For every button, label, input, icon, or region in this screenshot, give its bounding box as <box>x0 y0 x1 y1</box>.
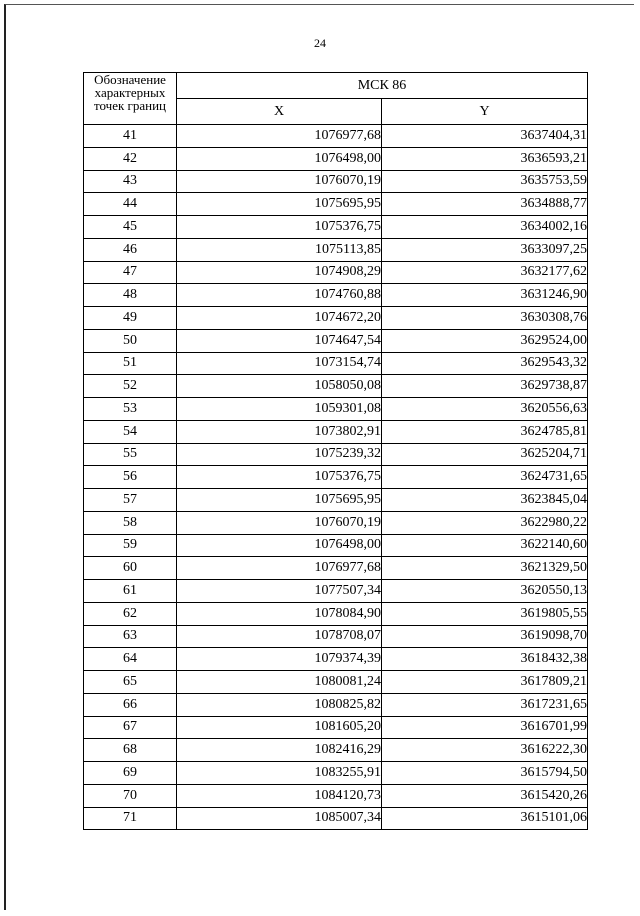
x-cell: 1074908,29 <box>177 261 382 284</box>
table-row <box>84 443 588 466</box>
table-row <box>84 807 588 830</box>
x-cell: 1073802,91 <box>177 420 382 443</box>
x-cell: 1075113,85 <box>177 238 382 261</box>
header-coordinate-system: МСК 86 <box>177 73 588 99</box>
header-x: X <box>177 99 382 125</box>
x-cell: 1079374,39 <box>177 648 382 671</box>
point-cell: 70 <box>84 784 177 807</box>
y-cell: 3622980,22 <box>382 511 588 534</box>
table-row <box>84 489 588 512</box>
point-cell: 59 <box>84 534 177 557</box>
table-row <box>84 352 588 375</box>
x-cell: 1059301,08 <box>177 398 382 421</box>
y-cell: 3621329,50 <box>382 557 588 580</box>
point-cell: 65 <box>84 671 177 694</box>
point-cell: 43 <box>84 170 177 193</box>
x-cell: 1073154,74 <box>177 352 382 375</box>
table-row <box>84 284 588 307</box>
table-row <box>84 511 588 534</box>
point-cell: 49 <box>84 307 177 330</box>
x-cell: 1081605,20 <box>177 716 382 739</box>
table-row <box>84 784 588 807</box>
x-cell: 1080081,24 <box>177 671 382 694</box>
table-row <box>84 693 588 716</box>
table-row <box>84 375 588 398</box>
y-cell: 3615420,26 <box>382 784 588 807</box>
x-cell: 1076070,19 <box>177 170 382 193</box>
point-cell: 64 <box>84 648 177 671</box>
point-cell: 42 <box>84 147 177 170</box>
table-body <box>84 125 588 830</box>
y-cell: 3617809,21 <box>382 671 588 694</box>
table-row <box>84 602 588 625</box>
point-cell: 55 <box>84 443 177 466</box>
point-cell: 56 <box>84 466 177 489</box>
table-row <box>84 125 588 148</box>
table-row <box>84 398 588 421</box>
point-cell: 53 <box>84 398 177 421</box>
x-cell: 1076977,68 <box>177 125 382 148</box>
x-cell: 1078084,90 <box>177 602 382 625</box>
x-cell: 1078708,07 <box>177 625 382 648</box>
table-row <box>84 648 588 671</box>
y-cell: 3629524,00 <box>382 329 588 352</box>
y-cell: 3632177,62 <box>382 261 588 284</box>
point-cell: 67 <box>84 716 177 739</box>
y-cell: 3616222,30 <box>382 739 588 762</box>
y-cell: 3616701,99 <box>382 716 588 739</box>
coordinates-table <box>83 72 588 830</box>
point-cell: 71 <box>84 807 177 830</box>
point-cell: 61 <box>84 580 177 603</box>
x-cell: 1075376,75 <box>177 466 382 489</box>
x-cell: 1074672,20 <box>177 307 382 330</box>
point-cell: 47 <box>84 261 177 284</box>
table-row <box>84 580 588 603</box>
y-cell: 3634888,77 <box>382 193 588 216</box>
point-cell: 57 <box>84 489 177 512</box>
point-cell: 48 <box>84 284 177 307</box>
point-cell: 60 <box>84 557 177 580</box>
y-cell: 3619805,55 <box>382 602 588 625</box>
y-cell: 3620550,13 <box>382 580 588 603</box>
table-row <box>84 534 588 557</box>
y-cell: 3630308,76 <box>382 307 588 330</box>
x-cell: 1075239,32 <box>177 443 382 466</box>
y-cell: 3617231,65 <box>382 693 588 716</box>
x-cell: 1076498,00 <box>177 147 382 170</box>
point-cell: 52 <box>84 375 177 398</box>
table-row <box>84 147 588 170</box>
y-cell: 3633097,25 <box>382 238 588 261</box>
point-cell: 46 <box>84 238 177 261</box>
table-row <box>84 329 588 352</box>
y-cell: 3634002,16 <box>382 216 588 239</box>
y-cell: 3636593,21 <box>382 147 588 170</box>
x-cell: 1083255,91 <box>177 762 382 785</box>
x-cell: 1076977,68 <box>177 557 382 580</box>
x-cell: 1085007,34 <box>177 807 382 830</box>
y-cell: 3624785,81 <box>382 420 588 443</box>
table-row <box>84 193 588 216</box>
table-row <box>84 739 588 762</box>
y-cell: 3631246,90 <box>382 284 588 307</box>
table-row <box>84 238 588 261</box>
table-row <box>84 557 588 580</box>
header-point-designation: Обозначение характерных точек границ <box>84 73 177 125</box>
point-cell: 69 <box>84 762 177 785</box>
table-row <box>84 671 588 694</box>
point-cell: 44 <box>84 193 177 216</box>
table-row <box>84 762 588 785</box>
y-cell: 3635753,59 <box>382 170 588 193</box>
x-cell: 1077507,34 <box>177 580 382 603</box>
x-cell: 1075695,95 <box>177 193 382 216</box>
y-cell: 3615794,50 <box>382 762 588 785</box>
table-row <box>84 466 588 489</box>
y-cell: 3625204,71 <box>382 443 588 466</box>
point-cell: 58 <box>84 511 177 534</box>
point-cell: 45 <box>84 216 177 239</box>
y-cell: 3623845,04 <box>382 489 588 512</box>
x-cell: 1076070,19 <box>177 511 382 534</box>
point-cell: 51 <box>84 352 177 375</box>
table-row <box>84 307 588 330</box>
point-cell: 68 <box>84 739 177 762</box>
y-cell: 3620556,63 <box>382 398 588 421</box>
table-row <box>84 216 588 239</box>
x-cell: 1075376,75 <box>177 216 382 239</box>
header-y: Y <box>382 99 588 125</box>
table-row <box>84 625 588 648</box>
x-cell: 1074647,54 <box>177 329 382 352</box>
page-number: 24 <box>314 36 326 50</box>
y-cell: 3624731,65 <box>382 466 588 489</box>
x-cell: 1080825,82 <box>177 693 382 716</box>
table-row <box>84 261 588 284</box>
y-cell: 3619098,70 <box>382 625 588 648</box>
y-cell: 3622140,60 <box>382 534 588 557</box>
table-row <box>84 716 588 739</box>
point-cell: 66 <box>84 693 177 716</box>
y-cell: 3629738,87 <box>382 375 588 398</box>
point-cell: 62 <box>84 602 177 625</box>
point-cell: 54 <box>84 420 177 443</box>
x-cell: 1058050,08 <box>177 375 382 398</box>
y-cell: 3629543,32 <box>382 352 588 375</box>
y-cell: 3637404,31 <box>382 125 588 148</box>
x-cell: 1074760,88 <box>177 284 382 307</box>
table-row <box>84 420 588 443</box>
x-cell: 1076498,00 <box>177 534 382 557</box>
table-row <box>84 170 588 193</box>
y-cell: 3615101,06 <box>382 807 588 830</box>
point-cell: 50 <box>84 329 177 352</box>
x-cell: 1082416,29 <box>177 739 382 762</box>
y-cell: 3618432,38 <box>382 648 588 671</box>
x-cell: 1075695,95 <box>177 489 382 512</box>
point-cell: 63 <box>84 625 177 648</box>
x-cell: 1084120,73 <box>177 784 382 807</box>
point-cell: 41 <box>84 125 177 148</box>
